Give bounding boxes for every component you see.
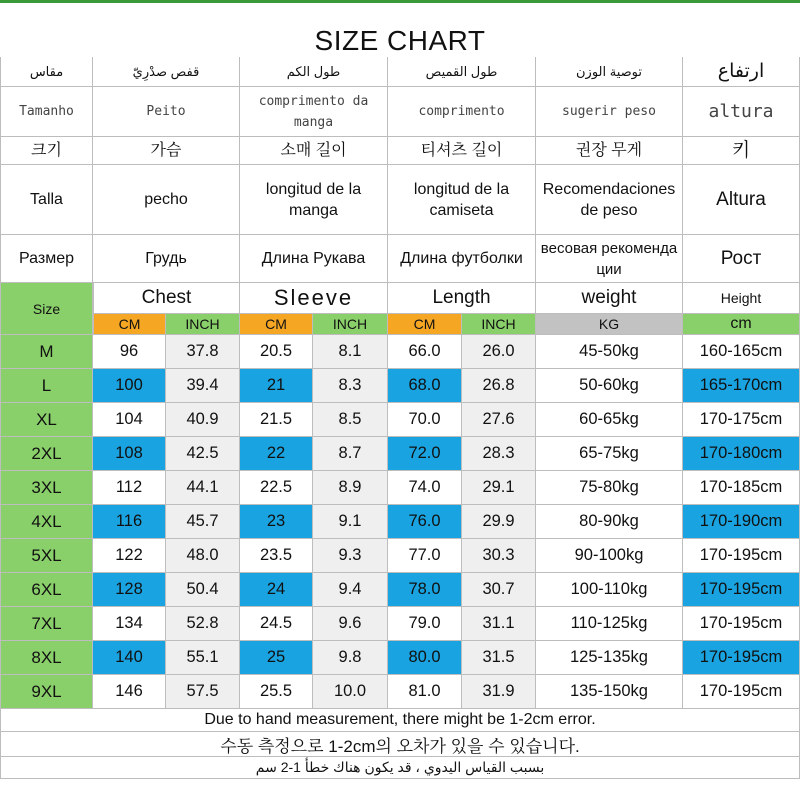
units-row <box>93 314 800 335</box>
size-cell: 9XL <box>0 675 93 709</box>
lang-cell: 크기 <box>0 137 93 165</box>
chest-inch-cell: 50.4 <box>166 573 240 607</box>
length-inch-cell: 30.3 <box>462 539 536 573</box>
lang-cell: طول الكم <box>240 57 388 87</box>
chest-inch-cell: 37.8 <box>166 335 240 369</box>
chest-inch-cell: 57.5 <box>166 675 240 709</box>
lang-cell: 가슴 <box>93 137 240 165</box>
length-inch-cell: 28.3 <box>462 437 536 471</box>
table-row <box>0 573 800 607</box>
lang-cell: comprimento da manga <box>240 87 388 137</box>
lang-row-portuguese <box>0 87 800 137</box>
length-cm-cell: 79.0 <box>388 607 462 641</box>
lang-cell: طول القميص <box>388 57 536 87</box>
height-cell: 160-165cm <box>683 335 800 369</box>
size-cell: 2XL <box>0 437 93 471</box>
lang-cell: longitud de la camiseta <box>388 165 536 235</box>
length-inch-cell: 31.1 <box>462 607 536 641</box>
sleeve-inch-cell: 9.8 <box>313 641 388 675</box>
sleeve-inch-cell: 8.5 <box>313 403 388 437</box>
chest-inch-cell: 45.7 <box>166 505 240 539</box>
lang-cell: весовая рекомендации <box>536 235 683 283</box>
sleeve-cm-unit: CM <box>240 314 313 335</box>
weight-cell: 125-135kg <box>536 641 683 675</box>
weight-cell: 45-50kg <box>536 335 683 369</box>
table-row <box>0 369 800 403</box>
lang-cell: 소매 길이 <box>240 137 388 165</box>
size-cell: L <box>0 369 93 403</box>
chest-cm-cell: 146 <box>93 675 166 709</box>
chest-inch-cell: 44.1 <box>166 471 240 505</box>
length-cm-cell: 78.0 <box>388 573 462 607</box>
height-cell: 170-195cm <box>683 573 800 607</box>
chest-inch-cell: 40.9 <box>166 403 240 437</box>
sleeve-inch-cell: 8.9 <box>313 471 388 505</box>
length-cm-cell: 70.0 <box>388 403 462 437</box>
size-cell: 7XL <box>0 607 93 641</box>
sleeve-header: Sleeve <box>240 283 388 314</box>
lang-cell: sugerir peso <box>536 87 683 137</box>
height-cell: 170-190cm <box>683 505 800 539</box>
length-cm-cell: 74.0 <box>388 471 462 505</box>
chest-inch-unit: INCH <box>166 314 240 335</box>
lang-cell: Длина футболки <box>388 235 536 283</box>
length-cm-cell: 66.0 <box>388 335 462 369</box>
weight-cell: 110-125kg <box>536 607 683 641</box>
note-english: Due to hand measurement, there might be 1-2cm error. <box>0 709 800 732</box>
sleeve-inch-cell: 9.4 <box>313 573 388 607</box>
lang-cell: Грудь <box>93 235 240 283</box>
length-cm-cell: 77.0 <box>388 539 462 573</box>
height-cell: 170-175cm <box>683 403 800 437</box>
table-row <box>0 607 800 641</box>
height-cm-unit: cm <box>683 314 800 335</box>
lang-cell: Tamanho <box>0 87 93 137</box>
chest-cm-cell: 128 <box>93 573 166 607</box>
sleeve-inch-cell: 8.7 <box>313 437 388 471</box>
weight-cell: 65-75kg <box>536 437 683 471</box>
length-inch-cell: 29.1 <box>462 471 536 505</box>
weight-kg-unit: KG <box>536 314 683 335</box>
length-inch-cell: 26.8 <box>462 369 536 403</box>
weight-cell: 90-100kg <box>536 539 683 573</box>
lang-cell: 키 <box>683 137 800 165</box>
size-cell: XL <box>0 403 93 437</box>
length-inch-cell: 26.0 <box>462 335 536 369</box>
height-cell: 170-195cm <box>683 675 800 709</box>
table-row <box>0 675 800 709</box>
weight-header: weight <box>536 283 683 314</box>
length-inch-cell: 30.7 <box>462 573 536 607</box>
length-cm-cell: 81.0 <box>388 675 462 709</box>
table-row <box>0 335 800 369</box>
length-cm-cell: 68.0 <box>388 369 462 403</box>
table-row <box>0 437 800 471</box>
measure-header-row <box>93 283 800 314</box>
sleeve-cm-cell: 22.5 <box>240 471 313 505</box>
sleeve-cm-cell: 23 <box>240 505 313 539</box>
chest-inch-cell: 55.1 <box>166 641 240 675</box>
table-row <box>0 539 800 573</box>
length-inch-cell: 27.6 <box>462 403 536 437</box>
chest-inch-cell: 52.8 <box>166 607 240 641</box>
chest-header: Chest <box>93 283 240 314</box>
height-header: Height <box>683 283 800 314</box>
height-cell: 170-195cm <box>683 641 800 675</box>
length-cm-cell: 76.0 <box>388 505 462 539</box>
table-row <box>0 471 800 505</box>
sleeve-cm-cell: 24.5 <box>240 607 313 641</box>
height-cell: 170-195cm <box>683 539 800 573</box>
lang-row-korean <box>0 137 800 165</box>
length-cm-unit: CM <box>388 314 462 335</box>
sleeve-inch-cell: 9.6 <box>313 607 388 641</box>
lang-row-russian <box>0 235 800 283</box>
chest-cm-cell: 112 <box>93 471 166 505</box>
lang-cell: altura <box>683 87 800 137</box>
weight-cell: 100-110kg <box>536 573 683 607</box>
lang-cell: قفص صدْرِيّ <box>93 57 240 87</box>
length-inch-cell: 29.9 <box>462 505 536 539</box>
sleeve-inch-cell: 10.0 <box>313 675 388 709</box>
chest-inch-cell: 42.5 <box>166 437 240 471</box>
length-inch-cell: 31.5 <box>462 641 536 675</box>
sleeve-inch-cell: 9.3 <box>313 539 388 573</box>
lang-cell: comprimento <box>388 87 536 137</box>
chest-inch-cell: 39.4 <box>166 369 240 403</box>
size-cell: 5XL <box>0 539 93 573</box>
chest-cm-cell: 96 <box>93 335 166 369</box>
weight-cell: 75-80kg <box>536 471 683 505</box>
chest-inch-cell: 48.0 <box>166 539 240 573</box>
sleeve-cm-cell: 20.5 <box>240 335 313 369</box>
sleeve-cm-cell: 21 <box>240 369 313 403</box>
table-row <box>0 505 800 539</box>
weight-cell: 80-90kg <box>536 505 683 539</box>
lang-cell: Рост <box>683 235 800 283</box>
lang-cell: 권장 무게 <box>536 137 683 165</box>
height-cell: 170-195cm <box>683 607 800 641</box>
chest-cm-cell: 122 <box>93 539 166 573</box>
note-korean: 수동 측정으로 1-2cm의 오차가 있을 수 있습니다. <box>0 732 800 757</box>
sleeve-cm-cell: 24 <box>240 573 313 607</box>
chest-cm-cell: 116 <box>93 505 166 539</box>
sleeve-inch-cell: 8.3 <box>313 369 388 403</box>
size-cell: 4XL <box>0 505 93 539</box>
chest-cm-cell: 140 <box>93 641 166 675</box>
chest-cm-cell: 108 <box>93 437 166 471</box>
weight-cell: 50-60kg <box>536 369 683 403</box>
table-row <box>0 403 800 437</box>
lang-cell: pecho <box>93 165 240 235</box>
lang-cell: ارتفاع <box>683 57 800 87</box>
chest-cm-cell: 100 <box>93 369 166 403</box>
length-inch-cell: 31.9 <box>462 675 536 709</box>
weight-cell: 135-150kg <box>536 675 683 709</box>
weight-cell: 60-65kg <box>536 403 683 437</box>
lang-cell: Размер <box>0 235 93 283</box>
lang-cell: توصية الوزن <box>536 57 683 87</box>
lang-row-spanish <box>0 165 800 235</box>
sleeve-cm-cell: 25.5 <box>240 675 313 709</box>
length-cm-cell: 80.0 <box>388 641 462 675</box>
lang-cell: Recomendaciones de peso <box>536 165 683 235</box>
lang-cell: longitud de la manga <box>240 165 388 235</box>
size-cell: 6XL <box>0 573 93 607</box>
sleeve-cm-cell: 22 <box>240 437 313 471</box>
chest-cm-unit: CM <box>93 314 166 335</box>
size-header: Size <box>0 283 93 335</box>
sleeve-inch-cell: 9.1 <box>313 505 388 539</box>
length-cm-cell: 72.0 <box>388 437 462 471</box>
lang-cell: Peito <box>93 87 240 137</box>
lang-cell: 티셔츠 길이 <box>388 137 536 165</box>
sleeve-inch-unit: INCH <box>313 314 388 335</box>
size-cell: 8XL <box>0 641 93 675</box>
size-cell: M <box>0 335 93 369</box>
sleeve-cm-cell: 21.5 <box>240 403 313 437</box>
chest-cm-cell: 134 <box>93 607 166 641</box>
chart-title: SIZE CHART <box>314 25 486 56</box>
height-cell: 170-185cm <box>683 471 800 505</box>
lang-row-arabic <box>0 57 800 87</box>
lang-cell: Talla <box>0 165 93 235</box>
size-cell: 3XL <box>0 471 93 505</box>
height-cell: 165-170cm <box>683 369 800 403</box>
chest-cm-cell: 104 <box>93 403 166 437</box>
height-cell: 170-180cm <box>683 437 800 471</box>
lang-cell: مقاس <box>0 57 93 87</box>
length-header: Length <box>388 283 536 314</box>
lang-cell: Altura <box>683 165 800 235</box>
sleeve-cm-cell: 25 <box>240 641 313 675</box>
lang-cell: Длина Рукава <box>240 235 388 283</box>
sleeve-cm-cell: 23.5 <box>240 539 313 573</box>
sleeve-inch-cell: 8.1 <box>313 335 388 369</box>
note-arabic: بسبب القياس اليدوي ، قد يكون هناك خطأ 1-2 سم <box>0 757 800 779</box>
table-row <box>0 641 800 675</box>
length-inch-unit: INCH <box>462 314 536 335</box>
